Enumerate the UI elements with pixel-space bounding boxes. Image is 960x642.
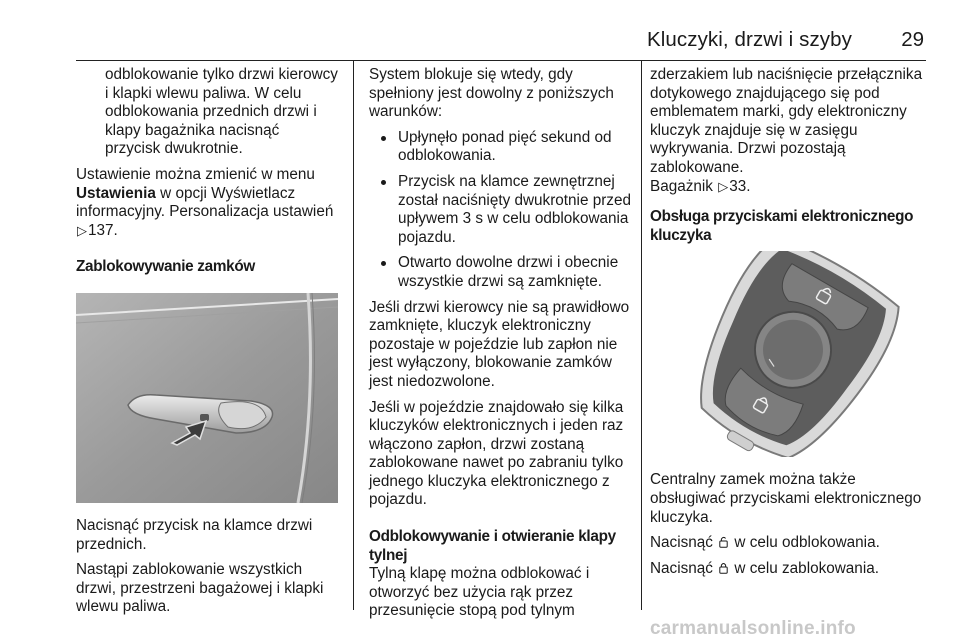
intro-text: odblokowanie tylko drzwi kierowcy i klapki wlewu paliwa. W celu odblokowania przednich drzwi i klapy bagażnika nacisnąć przycisk dwukrotnie. <box>105 66 338 158</box>
page-reference[interactable]: 137. <box>88 221 118 239</box>
paragraph-tailgate: Tylną klapę można odblokować i otworzyć bez użycia rąk przez przesunięcie stopą pod tylnym <box>369 565 590 620</box>
reference-arrow-icon: ▷ <box>718 178 729 194</box>
bullet-icon <box>381 180 386 185</box>
column-divider-1 <box>353 60 354 610</box>
caption-press-button: Nacisnąć przycisk na klamce drzwi przednich. <box>76 516 313 553</box>
watermark: carmanualsonline.info <box>650 618 856 639</box>
paragraph-key-buttons: Centralny zamek można także obsługiwać przyciskami elektronicznego kluczyka. <box>650 471 922 526</box>
paragraph-multiple-keys: Jeśli w pojeździe znajdowało się kilka kluczyków elektronicznych i jeden raz włączono zapłon, drzwi zostaną zablokowane nawet po zabraniu tylko jednego kluczyka elektronicznego z pojazdu. <box>369 398 624 509</box>
unlock-icon <box>719 536 728 548</box>
bullet-icon <box>381 261 386 266</box>
paragraph-tailgate-cont: zderzakiem lub naciśnięcie przełącznika dotykowego znajdującego się pod emblematem marki, gdy elektroniczny kluczyk znajduje się w zasięgu wykrywania. Drzwi pozostają zablokowane. Bagażnik ▷33. <box>650 66 923 195</box>
heading-tailgate: Odblokowywanie i otwieranie klapy tylnej <box>369 528 616 564</box>
conditions-list <box>369 129 635 292</box>
column-1 <box>76 66 338 624</box>
caption-all-locked: Nastąpi zablokowanie wszystkich drzwi, przestrzeni bagażowej i klapki wlewu paliwa. <box>76 561 324 616</box>
paragraph-not-allowed: Jeśli drzwi kierowcy nie są prawidłowo zamknięte, kluczyk elektroniczny pozostaje w pojeździe lub zapłon nie jest wyłączony, blokowanie zamków jest niedozwolone. <box>369 298 630 390</box>
header-rule <box>76 60 926 61</box>
electronic-key-illustration <box>650 251 922 457</box>
section-title: Kluczyki, drzwi i szyby <box>646 28 852 51</box>
heading-locking: Zablokowywanie zamków <box>76 258 256 276</box>
column-2 <box>369 66 635 628</box>
page-number: 29 <box>901 28 924 51</box>
page-reference[interactable]: 33. <box>729 177 751 195</box>
heading-key-buttons: Obsługa przyciskami elektronicznego kluczyka <box>650 208 914 244</box>
lock-icon <box>719 562 728 574</box>
page-header <box>0 22 960 62</box>
list-item: Upłynęło ponad pięć sekund od odblokowania. <box>369 129 635 166</box>
instruction-lock: Nacisnąć w celu zablokowania. <box>650 559 879 577</box>
column-3 <box>650 66 930 585</box>
column-divider-2 <box>641 60 642 610</box>
door-handle-illustration <box>76 293 338 503</box>
settings-text: Ustawienie można zmienić w menu Ustawienia w opcji Wyświetlacz informacyjny. Personalizacja ustawień ▷137. <box>76 165 334 239</box>
instruction-unlock: Nacisnąć w celu odblokowania. <box>650 534 880 552</box>
conditions-intro: System blokuje się wtedy, gdy spełniony jest dowolny z poniższych warunków: <box>369 66 614 121</box>
settings-menu-label: Ustawienia <box>76 184 156 202</box>
list-item: Otwarto dowolne drzwi i obecnie wszystkie drzwi są zamknięte. <box>369 254 635 291</box>
reference-arrow-icon: ▷ <box>77 222 87 238</box>
list-item: Przycisk na klamce zewnętrznej został naciśnięty dwukrotnie przed upływem 3 s w celu odblokowania pojazdu. <box>369 173 635 247</box>
bullet-icon <box>381 136 386 141</box>
